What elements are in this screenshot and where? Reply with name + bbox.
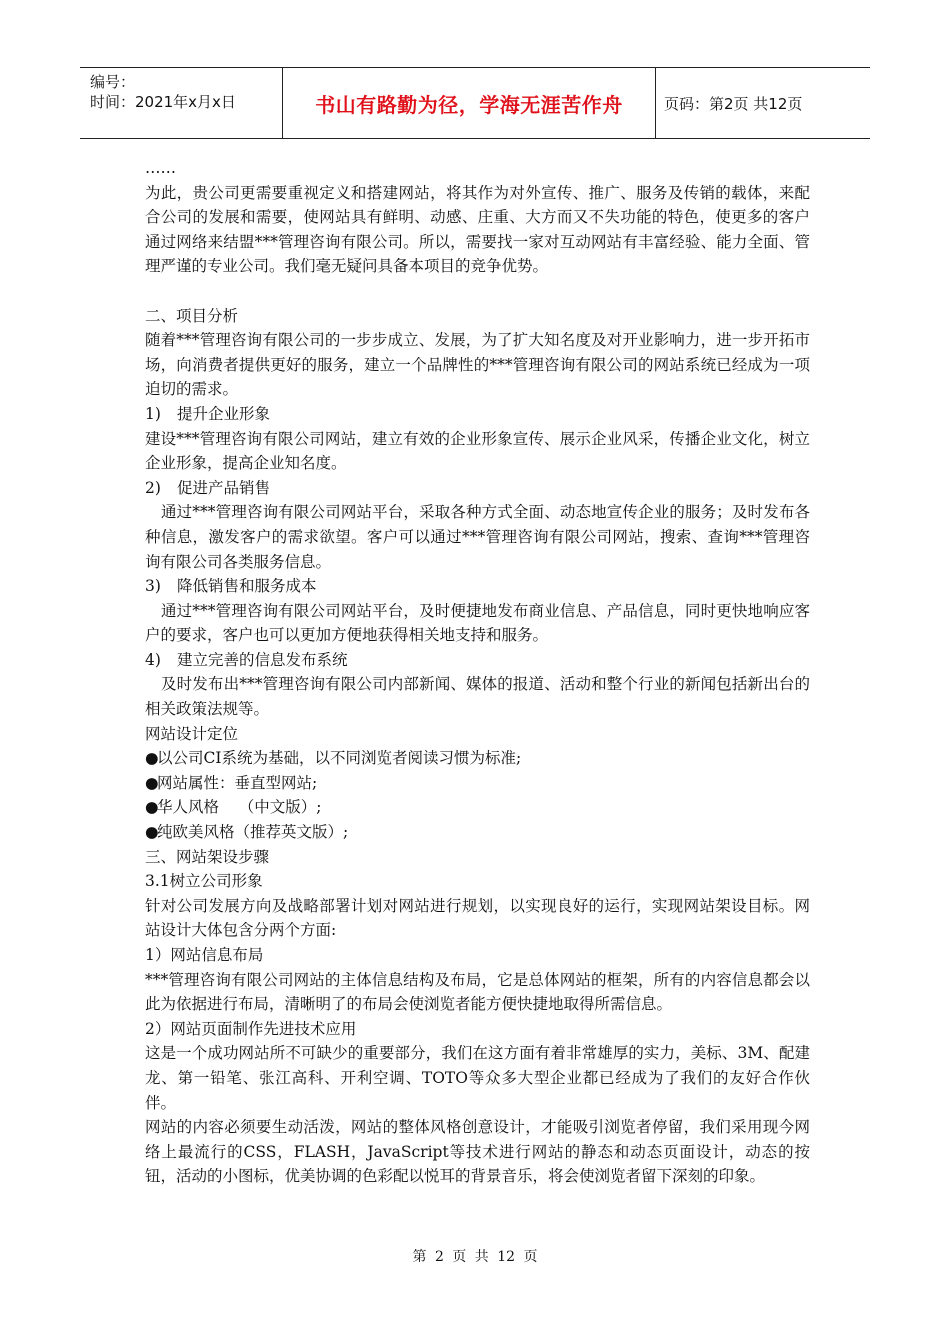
list-item-title: 建立完善的信息发布系统 bbox=[177, 650, 348, 669]
bullet-text: 网站属性：垂直型网站; bbox=[157, 773, 318, 792]
header-table bbox=[80, 67, 870, 139]
list-item-title: 降低销售和服务成本 bbox=[177, 577, 317, 596]
document-body bbox=[145, 156, 810, 1189]
section-title-design-positioning: 网站设计定位 bbox=[145, 724, 239, 743]
bullet-item bbox=[145, 746, 810, 771]
bullet-dot-icon: ● bbox=[145, 798, 159, 817]
list-item-heading bbox=[145, 402, 810, 427]
bullet-item bbox=[145, 771, 810, 796]
paragraph-project-analysis: 随着***管理咨询有限公司的一步步成立、发展，为了扩大知名度及对开业影响力，进一步开拓市场，向消费者提供更好的服务，建立一个品牌性的***管理咨询有限公司的网站系统已经成为一项迫切的需求。 bbox=[145, 331, 810, 399]
list-item-number: 3) bbox=[145, 577, 161, 596]
bullet-text: 以公司CI系统为基础，以不同浏览者阅读习惯为标准; bbox=[157, 749, 522, 768]
paragraph-design-tech: 网站的内容必须要生动活泼，网站的整体风格创意设计，才能吸引浏览者停留，我们采用现今网络上最流行的CSS，FLASH，JavaScript等技术进行网站的静态和动态页面设计，动态的按钮，活动的小图标，优美协调的色彩配以悦耳的背景音乐，将会使浏览者留下深刻的印象。 bbox=[145, 1118, 810, 1186]
page-footer: 第 2 页 共 12 页 bbox=[412, 1249, 538, 1265]
section-title-site-setup: 三、网站架设步骤 bbox=[145, 847, 270, 866]
list-item-text: 及时发布出***管理咨询有限公司内部新闻、媒体的报道、活动和整个行业的新闻包括新出台的相关政策法规等。 bbox=[145, 675, 810, 719]
bullet-item bbox=[145, 795, 810, 820]
bullet-dot-icon: ● bbox=[145, 749, 159, 768]
list-item-heading bbox=[145, 648, 810, 673]
subsection-title: 3.1树立公司形象 bbox=[145, 872, 263, 891]
bullet-dot-icon: ● bbox=[145, 773, 159, 792]
document-date: 时间：2021年x月x日 bbox=[90, 93, 236, 111]
bullet-text: 华人风格 （中文版）; bbox=[157, 798, 322, 817]
sub-item-title: 2）网站页面制作先进技术应用 bbox=[145, 1019, 357, 1038]
list-item-text: 通过***管理咨询有限公司网站平台，采取各种方式全面、动态地宣传企业的服务；及时发布各种信息，激发客户的需求欲望。客户可以通过***管理咨询有限公司网站，搜索、查询***管理咨询有限公司各类服务信息。 bbox=[145, 503, 810, 571]
header-motto: 书山有路勤为径，学海无涯苦作舟 bbox=[283, 68, 656, 138]
document-code-label: 编号： bbox=[90, 73, 136, 91]
list-item-title: 促进产品销售 bbox=[177, 478, 271, 497]
blank-line bbox=[145, 279, 810, 304]
bullet-dot-icon: ● bbox=[145, 823, 159, 842]
list-item-text: 通过***管理咨询有限公司网站平台，及时便捷地发布商业信息、产品信息，同时更快地响应客户的要求，客户也可以更加方便地获得相关地支持和服务。 bbox=[145, 601, 810, 645]
list-item-heading bbox=[145, 574, 810, 599]
paragraph-info-layout: ***管理咨询有限公司网站的主体信息结构及布局，它是总体网站的框架，所有的内容信息都会以此为依据进行布局，清晰明了的布局会使浏览者能方便快捷地取得所需信息。 bbox=[145, 970, 810, 1014]
bullet-text: 纯欧美风格（推荐英文版）; bbox=[157, 823, 349, 842]
list-item-number: 4) bbox=[145, 650, 161, 669]
list-item-text: 建设***管理咨询有限公司网站，建立有效的企业形象宣传、展示企业风采，传播企业文化，树立企业形象，提高企业知名度。 bbox=[145, 429, 810, 473]
list-item-title: 提升企业形象 bbox=[177, 404, 271, 423]
header-page-info: 页码：第2页 共12页 bbox=[664, 94, 803, 113]
ellipsis-line: …… bbox=[145, 159, 176, 177]
section-title-project-analysis: 二、项目分析 bbox=[145, 306, 239, 325]
paragraph-site-planning: 针对公司发展方向及战略部署计划对网站进行规划，以实现良好的运行，实现网站架设目标。网站设计大体包含分两个方面: bbox=[145, 896, 810, 940]
list-item-heading bbox=[145, 476, 810, 501]
paragraph-partners: 这是一个成功网站所不可缺少的重要部分，我们在这方面有着非常雄厚的实力，美标、3M、配建龙、第一铅笔、张江高科、开利空调、TOTO等众多大型企业都已经成为了我们的友好合作伙伴。 bbox=[145, 1044, 810, 1112]
bullet-item bbox=[145, 820, 810, 845]
list-item-number: 2) bbox=[145, 478, 161, 497]
sub-item-title: 1）网站信息布局 bbox=[145, 946, 264, 964]
header-meta bbox=[80, 68, 283, 138]
list-item-number: 1) bbox=[145, 404, 161, 423]
paragraph-intro: 为此，贵公司更需要重视定义和搭建网站，将其作为对外宣传、推广、服务及传销的载体，来配合公司的发展和需要，使网站具有鲜明、动感、庄重、大方而又不失功能的特色，使更多的客户通过网络来结盟***管理咨询有限公司。所以，需要找一家对互动网站有丰富经验、能力全面、管理严谨的专业公司。我们毫无疑问具备本项目的竞争优势。 bbox=[145, 183, 810, 276]
